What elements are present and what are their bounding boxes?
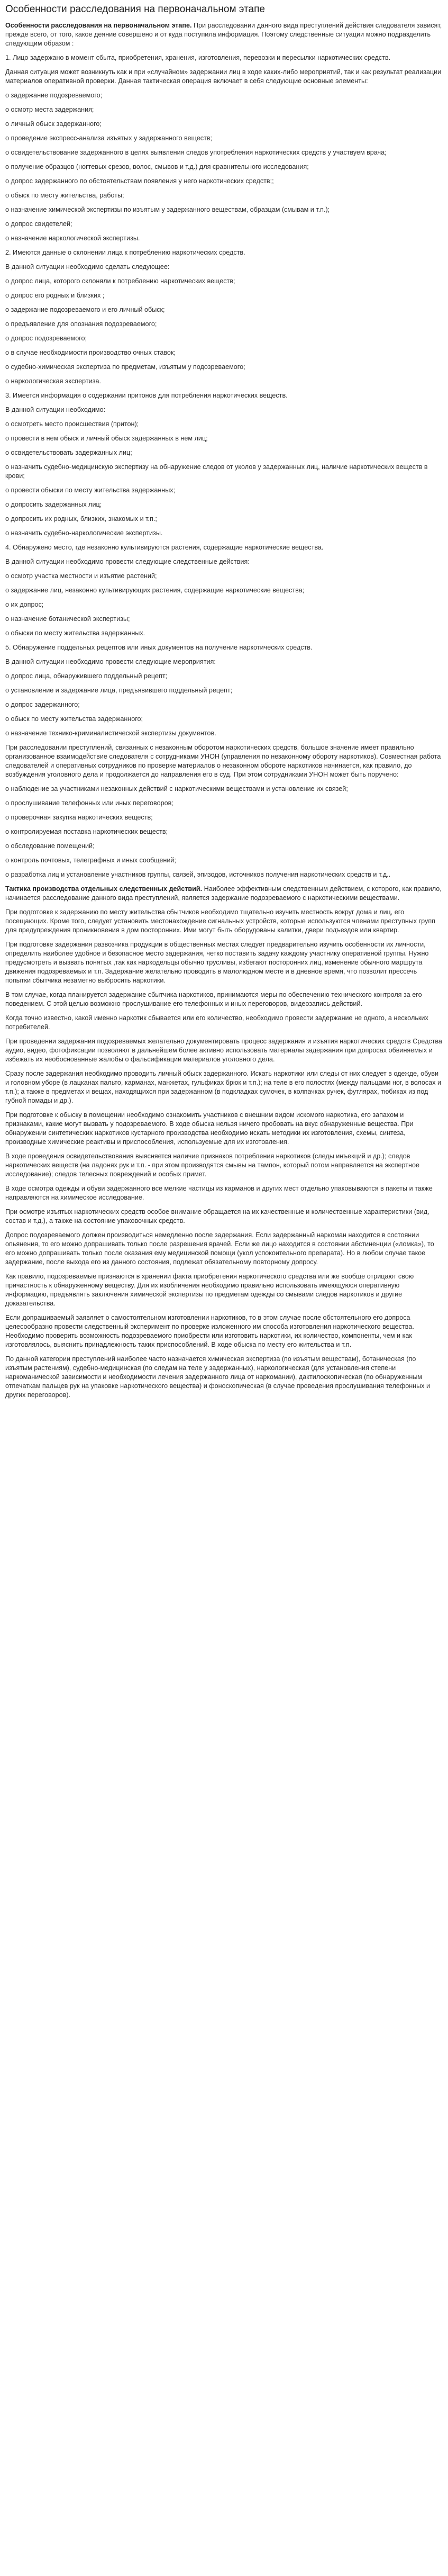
paragraph bbox=[5, 785, 443, 794]
paragraph bbox=[5, 120, 443, 129]
paragraph-text: о освидетельствование задержанного в целях выявления следов употребления наркотических средств у участвуем врача; bbox=[5, 149, 387, 156]
paragraph bbox=[5, 715, 443, 724]
paragraph-text: о контролируемая поставка наркотических веществ; bbox=[5, 828, 168, 835]
paragraph-text: о их допрос; bbox=[5, 601, 44, 608]
paragraph-text: 3. Имеется информация о содержании притонов для потребления наркотических веществ. bbox=[5, 392, 288, 399]
paragraph-text: 1. Лицо задержано в момент сбыта, приобретения, хранения, изготовления, перевозки и пересылки наркотических средств. bbox=[5, 54, 391, 61]
section-heading: Тактика производства отдельных следственных действий. bbox=[5, 885, 203, 893]
paragraph-text: о разработка лиц и установление участников группы, связей, эпизодов, источников получения наркотических средств и т.д.. bbox=[5, 871, 391, 878]
section-heading: Особенности расследования на первоначальном этапе. bbox=[5, 22, 192, 29]
paragraph bbox=[5, 615, 443, 624]
paragraph-text: о допрос лица, обнаружившего поддельный рецепт; bbox=[5, 672, 168, 680]
paragraph bbox=[5, 572, 443, 581]
paragraph-text: Если допрашиваемый заявляет о самостоятельном изготовлении наркотиков, то в этом случае после обстоятельного его допроса целесообразно провести следственный эксперимент по проверке изложенного им способа изготовления наркотического вещества. Необходимо проверить возможность подозреваемого приобрести или изготовить наркотики, их количество, компоненты, чем и как изготовлялось, выяснить принадлежность таких приспособлений. В ходе обыска по месту его жительства и т.п. bbox=[5, 1314, 414, 1348]
paragraph-text: Наиболее эффективным следственным действием, с которого, как правило, начинается расследование данного вида преступлений, является задержание подозреваемого с наркотическими веществами. bbox=[5, 885, 442, 902]
paragraph bbox=[5, 377, 443, 386]
paragraph bbox=[5, 320, 443, 329]
paragraph bbox=[5, 21, 443, 48]
paragraph-text: о получение образцов (ногтевых срезов, волос, смывов и т.д.) для сравнительного исследования; bbox=[5, 163, 309, 170]
paragraph bbox=[5, 177, 443, 186]
paragraph-text: При расследовании данного вида преступлений действия следователя зависят, прежде всего, от того, какое деяние совершено и от куда поступила информация. Поэтому следственные ситуации можно подразделить следующим образом : bbox=[5, 22, 442, 47]
paragraph-text: В данной ситуации необходимо сделать следующее: bbox=[5, 263, 170, 271]
paragraph bbox=[5, 672, 443, 681]
paragraph bbox=[5, 990, 443, 1008]
paragraph-text: о обыск по месту жительства, работы; bbox=[5, 192, 124, 199]
paragraph bbox=[5, 406, 443, 415]
paragraph-text: о назначение наркологической экспертизы. bbox=[5, 235, 140, 242]
paragraph-text: Когда точно известно, какой именно наркотик сбывается или его количество, необходимо провести задержание не одного, а нескольких потребителей. bbox=[5, 1014, 428, 1031]
paragraph-text: о судебно-химическая экспертиза по предметам, изъятым у подозреваемого; bbox=[5, 363, 245, 371]
paragraph-text: о установление и задержание лица, предъявившего поддельный рецепт; bbox=[5, 687, 233, 694]
paragraph bbox=[5, 629, 443, 638]
document-body bbox=[5, 21, 443, 1400]
paragraph-text: о обыск по месту жительства задержанного; bbox=[5, 715, 143, 723]
paragraph bbox=[5, 1111, 443, 1147]
paragraph-text: о допрос свидетелей; bbox=[5, 220, 72, 228]
paragraph-text: о допросить задержанных лиц; bbox=[5, 501, 102, 508]
paragraph bbox=[5, 1272, 443, 1308]
paragraph-text: В том случае, когда планируется задержание сбытчика наркотиков, принимаются меры по обеспечению технического контроля за его поведением. С этой целью возможно прослушивание его телефонных и иных переговоров, видеозапись действий. bbox=[5, 991, 422, 1007]
paragraph bbox=[5, 643, 443, 652]
paragraph bbox=[5, 515, 443, 524]
paragraph bbox=[5, 486, 443, 495]
paragraph bbox=[5, 277, 443, 286]
paragraph-text: о проверочная закупка наркотических веществ; bbox=[5, 814, 153, 821]
paragraph bbox=[5, 940, 443, 985]
paragraph bbox=[5, 91, 443, 100]
paragraph bbox=[5, 799, 443, 808]
paragraph bbox=[5, 134, 443, 143]
paragraph-text: о допрос задержанного по обстоятельствам появления у него наркотических средств;; bbox=[5, 177, 274, 185]
paragraph bbox=[5, 391, 443, 400]
paragraph bbox=[5, 234, 443, 243]
paragraph-text: о провести в нем обыск и личный обыск задержанных в нем лиц; bbox=[5, 435, 208, 442]
paragraph bbox=[5, 305, 443, 314]
paragraph bbox=[5, 1037, 443, 1064]
paragraph-text: о личный обыск задержанного; bbox=[5, 120, 102, 128]
paragraph-text: 4. Обнаружено место, где незаконно культивируются растения, содержащие наркотические вещества. bbox=[5, 544, 324, 551]
paragraph-text: о наблюдение за участниками незаконных действий с наркотическими веществами и установление их связей; bbox=[5, 785, 348, 792]
paragraph bbox=[5, 500, 443, 509]
paragraph bbox=[5, 1313, 443, 1349]
paragraph-text: о осмотр места задержания; bbox=[5, 106, 94, 113]
paragraph-text: о допросить их родных, близких, знакомых и т.п.; bbox=[5, 515, 157, 523]
paragraph-text: По данной категории преступлений наиболее часто назначается химическая экспертиза (по изъятым веществам), ботаническая (по изъятым растениям), судебно-медицинская (по следам на теле у задержанных), наркологическая (для установления степени наркоманической зависимости и необходимости лечения задержанного лица от наркомании), дактилоскопическая (по обнаруженным отпечаткам пальцев рук на упаковке наркотического вещества) и фоноскопическая (в случае проведения прослушивания телефонных и других переговоров). bbox=[5, 1355, 431, 1399]
paragraph-text: о в случае необходимости производство очных ставок; bbox=[5, 349, 176, 356]
paragraph-text: о осмотреть место происшествия (притон); bbox=[5, 420, 139, 428]
paragraph bbox=[5, 191, 443, 200]
paragraph bbox=[5, 1355, 443, 1400]
paragraph-text: о назначить судебно-наркологические экспертизы. bbox=[5, 529, 163, 537]
paragraph bbox=[5, 148, 443, 157]
paragraph-text: В ходе осмотра одежды и обуви задержанного все мелкие частицы из карманов и других мест отдельно упаковываются в пакеты и также направляются на химическое исследование. bbox=[5, 1185, 433, 1201]
paragraph bbox=[5, 1152, 443, 1179]
paragraph-text: о осмотр участка местности и изъятие растений; bbox=[5, 572, 157, 580]
paragraph-text: Данная ситуация может возникнуть как и при «случайном» задержании лиц в ходе каких-либо мероприятий, так и как результат реализации материалов оперативной проверки. Данная тактическая операция включает в себя следующие основные элементы: bbox=[5, 68, 442, 85]
paragraph bbox=[5, 205, 443, 214]
paragraph bbox=[5, 586, 443, 595]
paragraph-text: о контроль почтовых, телеграфных и иных сообщений; bbox=[5, 857, 176, 864]
paragraph bbox=[5, 657, 443, 666]
paragraph-text: 5. Обнаружение поддельных рецептов или иных документов на получение наркотических средств. bbox=[5, 644, 313, 651]
paragraph bbox=[5, 1184, 443, 1202]
paragraph-text: В данной ситуации необходимо провести следующие следственные действия: bbox=[5, 558, 250, 565]
paragraph-text: При расследовании преступлений, связанных с незаконным оборотом наркотических средств, большое значение имеет правильно организованное взаимодействие следователя с сотрудниками УНОН (управления по незаконному обороту наркотиков). Совместная работа следователей и оперативных сотрудников по проверке материалов о незаконном обороте наркотиков начинается, как правило, до возбуждения уголовного дела и продолжается до направления его в суд. При этом сотрудниками УНОН может быть поручено: bbox=[5, 744, 441, 778]
paragraph bbox=[5, 856, 443, 865]
paragraph-text: о задержание подозреваемого и его личный обыск; bbox=[5, 306, 165, 313]
paragraph-text: о назначение технико-криминалистической экспертизы документов. bbox=[5, 729, 216, 737]
paragraph-text: о провести обыски по месту жительства задержанных; bbox=[5, 487, 176, 494]
paragraph bbox=[5, 434, 443, 443]
paragraph-text: Сразу после задержания необходимо проводить личный обыск задержанного. Искать наркотики или следы от них следует в одежде, обуви и головном уборе (в лацканах пальто, карманах, манжетах, гульфиках брюк и т.п.); на теле в его полостях (между пальцами ног, в волосах и т.п.); а также в предметах и вещах, находящихся при задержанном (в подкладках сумочек, в колпачках ручек, футлярах, тюбиках из под губной помады и др.). bbox=[5, 1070, 442, 1104]
page-title: Особенности расследования на первоначальном этапе bbox=[5, 4, 265, 15]
paragraph-text: При проведении задержания подозреваемых желательно документировать процесс задержания и изъятия наркотических средств Средства аудио, видео, фотофиксации позволяют в дальнейшем более активно использовать материалы задержания при допросах обвиняемых и избежать их необоснованные жалобы о фальсификации материалов уголовного дела. bbox=[5, 1038, 442, 1063]
paragraph-text: о задержание подозреваемого; bbox=[5, 92, 103, 99]
paragraph-text: При подготовке к обыску в помещении необходимо ознакомить участников с внешним видом искомого наркотика, его запахом и признаками, какие могут вызвать у подозреваемого. В ходе обыска нельзя ничего пробовать на вкус обнаруженные вещества. При обнаружении синтетических наркотиков кустарного производства необходимо искать методики их изготовления, схемы, синтеза, производные химические реактивы и приспособления, используемые для их изготовления. bbox=[5, 1111, 414, 1146]
paragraph bbox=[5, 729, 443, 738]
paragraph bbox=[5, 529, 443, 538]
paragraph-text: о прослушивание телефонных или иных переговоров; bbox=[5, 799, 173, 807]
paragraph bbox=[5, 1208, 443, 1226]
paragraph bbox=[5, 68, 443, 86]
paragraph bbox=[5, 1231, 443, 1267]
paragraph bbox=[5, 263, 443, 272]
paragraph bbox=[5, 53, 443, 62]
paragraph bbox=[5, 827, 443, 836]
paragraph-text: о назначить судебно-медицинскую экспертизу на обнаружение следов от уколов у задержанных лиц, наличие наркотических веществ в крови; bbox=[5, 463, 428, 480]
paragraph bbox=[5, 363, 443, 372]
paragraph-text: о назначение химической экспертизы по изъятым у задержанного веществам, образцам (смывам и т.п.); bbox=[5, 206, 330, 213]
paragraph bbox=[5, 743, 443, 779]
paragraph bbox=[5, 248, 443, 257]
paragraph-text: о предъявление для опознания подозреваемого; bbox=[5, 320, 157, 328]
paragraph bbox=[5, 291, 443, 300]
paragraph bbox=[5, 163, 443, 172]
paragraph-text: В данной ситуации необходимо провести следующие мероприятия: bbox=[5, 658, 216, 665]
paragraph bbox=[5, 870, 443, 879]
paragraph bbox=[5, 600, 443, 609]
paragraph-text: о допрос подозреваемого; bbox=[5, 335, 87, 342]
paragraph bbox=[5, 885, 443, 903]
paragraph-text: о допрос его родных и близких ; bbox=[5, 292, 105, 299]
paragraph bbox=[5, 813, 443, 822]
paragraph bbox=[5, 842, 443, 851]
paragraph-text: В данной ситуации необходимо: bbox=[5, 406, 106, 413]
paragraph-text: о допрос лица, которого склоняли к потреблению наркотических веществ; bbox=[5, 277, 235, 285]
paragraph-text: о наркологическая экспертиза. bbox=[5, 377, 101, 385]
paragraph-text: о проведение экспресс-анализа изъятых у задержанного веществ; bbox=[5, 134, 213, 142]
paragraph bbox=[5, 557, 443, 566]
paragraph bbox=[5, 908, 443, 935]
paragraph bbox=[5, 700, 443, 709]
paragraph-text: о назначение ботанической экспертизы; bbox=[5, 615, 130, 623]
paragraph-text: о обыски по месту жительства задержанных. bbox=[5, 629, 145, 637]
paragraph-text: Как правило, подозреваемые признаются в хранении факта приобретения наркотического средства или же вообще отрицают свою причастность к обнаруженному веществу. Для их изобличения необходимо правильно использовать имеющуюся оперативную информацию, предъявлять заключения химической экспертизы по предметам одежды со смывами следов наркотиков и другие доказательства. bbox=[5, 1273, 414, 1307]
paragraph-text: При подготовке к задержанию по месту жительства сбытчиков необходимо тщательно изучить местность вокруг дома и лиц, его посещающих. Кроме того, следует установить местонахождение сигнальных устройств, которые используются членами преступных групп для предупреждения проникновения в дом посторонних. Ими могут быть оборудованы калитки, двери подъездов или квартир. bbox=[5, 908, 435, 934]
paragraph bbox=[5, 1069, 443, 1105]
paragraph-text: о допрос задержанного; bbox=[5, 701, 80, 708]
paragraph-text: Допрос подозреваемого должен производиться немедленно после задержания. Если задержанный наркоман находится в состоянии опьянения, то его можно допрашивать только после разрешения врачей. Если же лицо находится в состоянии абстиненции («ломка»), то его можно допрашивать только после оказания ему медицинской помощи (укол успокоительного препарата). Но в любом случае такое задержание, после выхода его из данного состояния, подлежат обязательному повторному допросу. bbox=[5, 1231, 434, 1266]
paragraph-text: о обследование помещений; bbox=[5, 842, 95, 850]
paragraph bbox=[5, 348, 443, 357]
paragraph-text: 2. Имеются данные о склонении лица к потреблению наркотических средств. bbox=[5, 249, 245, 256]
paragraph bbox=[5, 334, 443, 343]
paragraph bbox=[5, 463, 443, 481]
paragraph bbox=[5, 686, 443, 695]
paragraph bbox=[5, 220, 443, 229]
paragraph bbox=[5, 1014, 443, 1032]
paragraph bbox=[5, 448, 443, 457]
paragraph bbox=[5, 105, 443, 114]
paragraph-text: о освидетельствовать задержанных лиц; bbox=[5, 449, 132, 456]
paragraph bbox=[5, 543, 443, 552]
paragraph-text: о задержание лиц, незаконно культивирующих растения, содержащие наркотические вещества; bbox=[5, 587, 305, 594]
paragraph-text: При подготовке задержания развозчика продукции в общественных местах следует предварительно изучить особенности их личности, определить наиболее удобное и безопасное место задержания, четко поставить задачу каждому участнику оперативной группы. Нужно предусмотреть и вызвать понятых ,так как наркодельцы обычно трусливы, избегают посторонних лиц, изменение обычного маршрута движения подозреваемых и т.п. Задержание желательно проводить в малолюдном месте и в дневное время, что позволит прессечь попытки сбытчика незаметно выбросить наркотики. bbox=[5, 941, 429, 984]
paragraph bbox=[5, 420, 443, 429]
paragraph-text: При осмотре изъятых наркотических средств особое внимание обращается на их качественные и количественные характеристики (вид, состав и т.д.), а также на состояние упаковочных средств. bbox=[5, 1208, 429, 1224]
paragraph-text: В ходе проведения освидетельствования выясняется наличие признаков потребления наркотиков (следы инъекций и др.); следов наркотических веществ (на ладонях рук и т.п. - при этом производятся смывы на тампон, который потом направляется на экспертное исследование); следов телесных повреждений и особых примет. bbox=[5, 1152, 420, 1178]
